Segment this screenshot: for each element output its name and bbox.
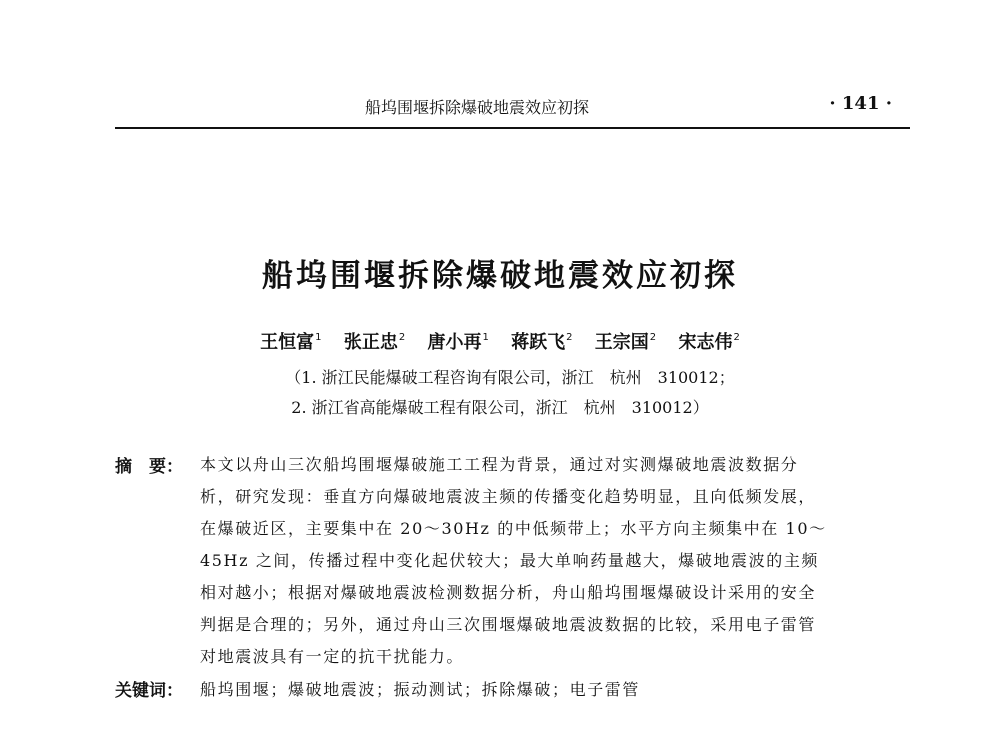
- paper-title: 船坞围堰拆除爆破地震效应初探: [262, 258, 738, 294]
- author: 唐小再$^1$: [427, 332, 489, 353]
- author: 蒋跃飞$^2$: [511, 332, 573, 353]
- abstract-line: 在爆破近区，主要集中在 20～30Hz 的中低频带上；水平方向主频集中在 10～: [200, 519, 827, 538]
- abstract-line: 析，研究发现：垂直方向爆破地震波主频的传播变化趋势明显，且向低频发展，: [200, 487, 817, 506]
- affiliation-2: 2. 浙江省高能爆破工程有限公司，浙江 杭州 310012）: [291, 398, 709, 417]
- running-title: 船坞围堰拆除爆破地震效应初探: [365, 98, 590, 117]
- abstract-label: 摘 要：: [115, 457, 183, 477]
- abstract-line: 45Hz 之间，传播过程中变化起伏较大；最大单响药量越大，爆破地震波的主频: [200, 551, 820, 570]
- abstract-line: 本文以舟山三次船坞围堰爆破施工工程为背景，通过对实测爆破地震波数据分: [200, 455, 799, 474]
- page-number: · 141 ·: [829, 93, 892, 114]
- author: 王恒富$^1$: [260, 332, 322, 353]
- author: 王宗国$^2$: [594, 332, 657, 353]
- abstract-line: 判据是合理的；另外，通过舟山三次围堰爆破地震波数据的比较，采用电子雷管: [200, 615, 817, 634]
- keywords-label: 关键词：: [115, 681, 183, 701]
- author: 张正忠$^2$: [343, 332, 406, 353]
- abstract-line: 对地震波具有一定的抗干扰能力。: [200, 647, 465, 666]
- affiliation-1: （1. 浙江民能爆破工程咨询有限公司，浙江 杭州 310012；: [285, 368, 735, 387]
- author-list: [0, 328, 1000, 354]
- author: 宋志伟$^2$: [678, 332, 740, 353]
- keywords-text: 船坞围堰；爆破地震波；振动测试；拆除爆破；电子雷管: [200, 680, 641, 699]
- header-rule: [115, 127, 910, 129]
- abstract-line: 相对越小；根据对爆破地震波检测数据分析，舟山船坞围堰爆破设计采用的安全: [200, 583, 817, 602]
